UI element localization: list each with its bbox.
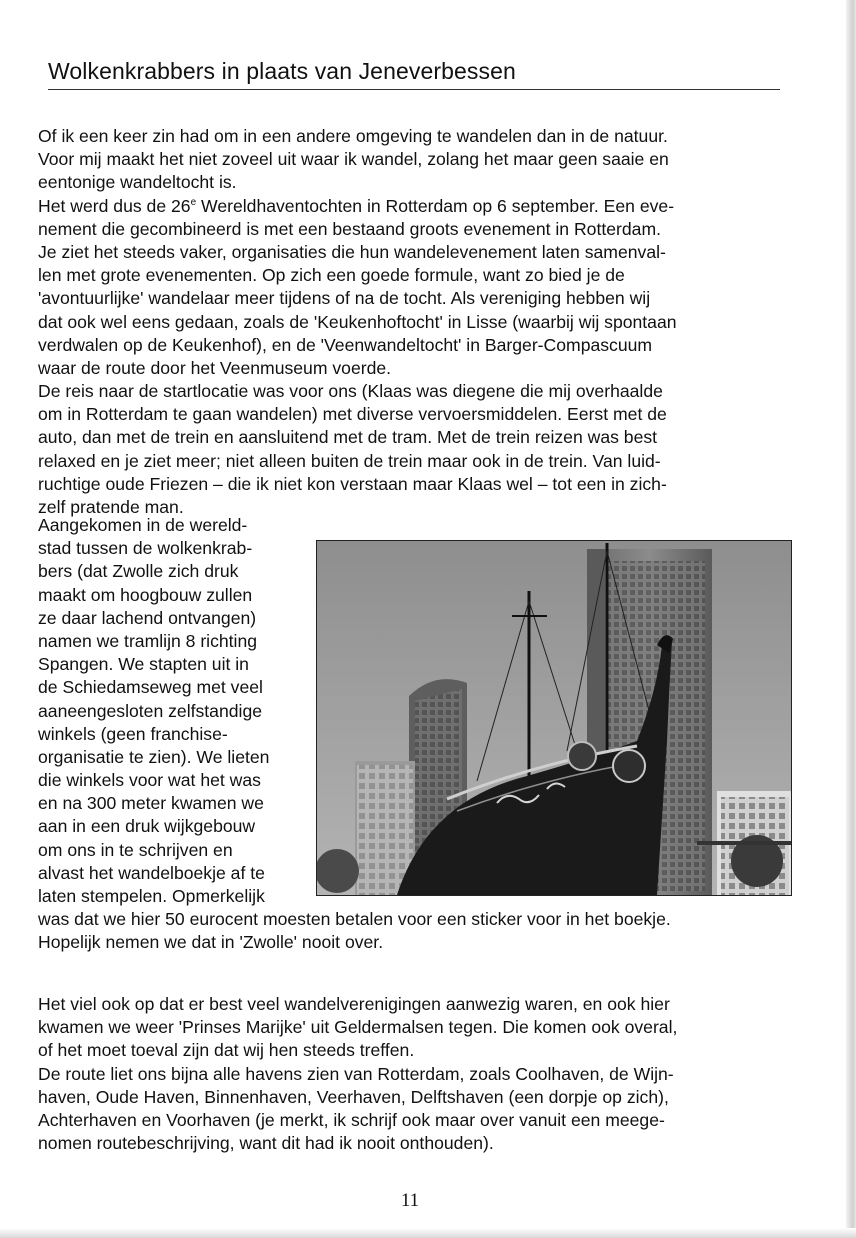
text-line: zelf pratende man.	[38, 497, 184, 517]
text-line: len met grote evenementen. Op zich een goede formule, want zo bied je de	[38, 265, 625, 286]
text-line	[38, 195, 790, 218]
text-line: relaxed en je ziet meer; niet alleen buiten de trein maar ook in de trein. Van luid-	[38, 450, 661, 471]
text-line: 'avontuurlijke' wandelaar meer tijdens of na de tocht. Als vereniging hebben wij	[38, 288, 651, 309]
text-line: de Schiedamseweg met veel	[38, 677, 263, 698]
text-line: stad tussen de wolkenkrab-	[38, 538, 253, 559]
text-line: alvast het wandelboekje af te	[38, 862, 265, 883]
text-line: nomen routebeschrijving, want dit had ik nooit onthouden).	[38, 1133, 494, 1154]
article-title: Wolkenkrabbers in plaats van Jeneverbessen	[48, 58, 516, 84]
text-line: Hopelijk nemen we dat in 'Zwolle' nooit over.	[38, 932, 384, 953]
ordinal-superscript: e	[190, 196, 197, 208]
text-line: was dat we hier 50 eurocent moesten betalen voor een sticker voor in het boekje.	[38, 909, 671, 930]
text-line: om in Rotterdam te gaan wandelen) met diverse vervoersmiddelen. Eerst met de	[38, 404, 667, 425]
text-line: De reis naar de startlocatie was voor ons (Klaas was diegene die mij overhaalde	[38, 381, 663, 402]
text-fragment: Het werd dus de 26	[38, 195, 191, 216]
title-underline	[48, 89, 780, 90]
text-line: Spangen. We stapten uit in	[38, 654, 249, 675]
text-line: haven, Oude Haven, Binnenhaven, Veerhaven, Delftshaven (een dorpje op zich),	[38, 1086, 669, 1107]
text-line: Het viel ook op dat er best veel wandelverenigingen aanwezig waren, en ook hier	[38, 994, 670, 1014]
text-line: dat ook wel eens gedaan, zoals de 'Keukenhoftocht' in Lisse (waarbij wij spontaan	[38, 311, 677, 332]
text-line: Aangekomen in de wereld-	[38, 515, 248, 535]
paragraph-route	[38, 993, 790, 1155]
text-line: ze daar lachend ontvangen)	[38, 607, 257, 628]
text-line: De route liet ons bijna alle havens zien van Rotterdam, zoals Coolhaven, de Wijn-	[38, 1063, 674, 1084]
page-number: 11	[400, 1190, 420, 1211]
text-line: bers (dat Zwolle zich druk	[38, 561, 239, 582]
text-line: Achterhaven en Voorhaven (je merkt, ik schrijf ook maar over vanuit een meege-	[38, 1109, 665, 1130]
text-line: organisatie te zien). We lieten	[38, 746, 270, 767]
paragraph-intro	[38, 125, 790, 519]
text-line: Voor mij maakt het niet zoveel uit waar ik wandel, zolang het maar geen saaie en	[38, 149, 669, 170]
text-line: auto, dan met de trein en aansluitend met de tram. Met de trein reizen was best	[38, 427, 658, 448]
text-line: aaneengesloten zelfstandige	[38, 700, 263, 721]
page-bottom-shadow	[0, 1228, 856, 1238]
text-line: namen we tramlijn 8 richting	[38, 630, 258, 651]
text-line: om ons in te schrijven en	[38, 839, 233, 860]
text-line: verdwalen op de Keukenhof), en de 'Veenwandeltocht' in Barger-Compascuum	[38, 334, 653, 355]
ship-photo-illustration	[317, 541, 791, 895]
text-line: en na 300 meter kwamen we	[38, 793, 264, 814]
text-line: Je ziet het steeds vaker, organisaties die hun wandelevenement laten samenval-	[38, 241, 666, 262]
text-line: maakt om hoogbouw zullen	[38, 584, 253, 605]
text-line: of het moet toeval zijn dat wij hen steeds treffen.	[38, 1040, 415, 1061]
text-line: ruchtige oude Friezen – die ik niet kon verstaan maar Klaas wel – tot een in zich-	[38, 473, 667, 494]
text-line: waar de route door het Veenmuseum voerde.	[38, 357, 392, 378]
text-line: eentonige wandeltocht is.	[38, 172, 237, 193]
text-line: Of ik een keer zin had om in een andere omgeving te wandelen dan in de natuur.	[38, 126, 668, 146]
text-line: die winkels voor wat het was	[38, 770, 261, 791]
page-edge-shadow	[846, 0, 856, 1238]
text-line: laten stempelen. Opmerkelijk	[38, 886, 265, 906]
text-line: winkels (geen franchise-	[38, 723, 228, 744]
text-line: kwamen we weer 'Prinses Marijke' uit Geldermalsen tegen. Die komen ook overal,	[38, 1017, 678, 1038]
photo-ship-skyscrapers	[316, 540, 792, 896]
text-line: nement die gecombineerd is met een bestaand groots evenement in Rotterdam.	[38, 218, 661, 239]
text-line: aan in een druk wijkgebouw	[38, 816, 256, 837]
text-fragment: Wereldhaventochten in Rotterdam op 6 september. Een eve-	[196, 195, 675, 216]
